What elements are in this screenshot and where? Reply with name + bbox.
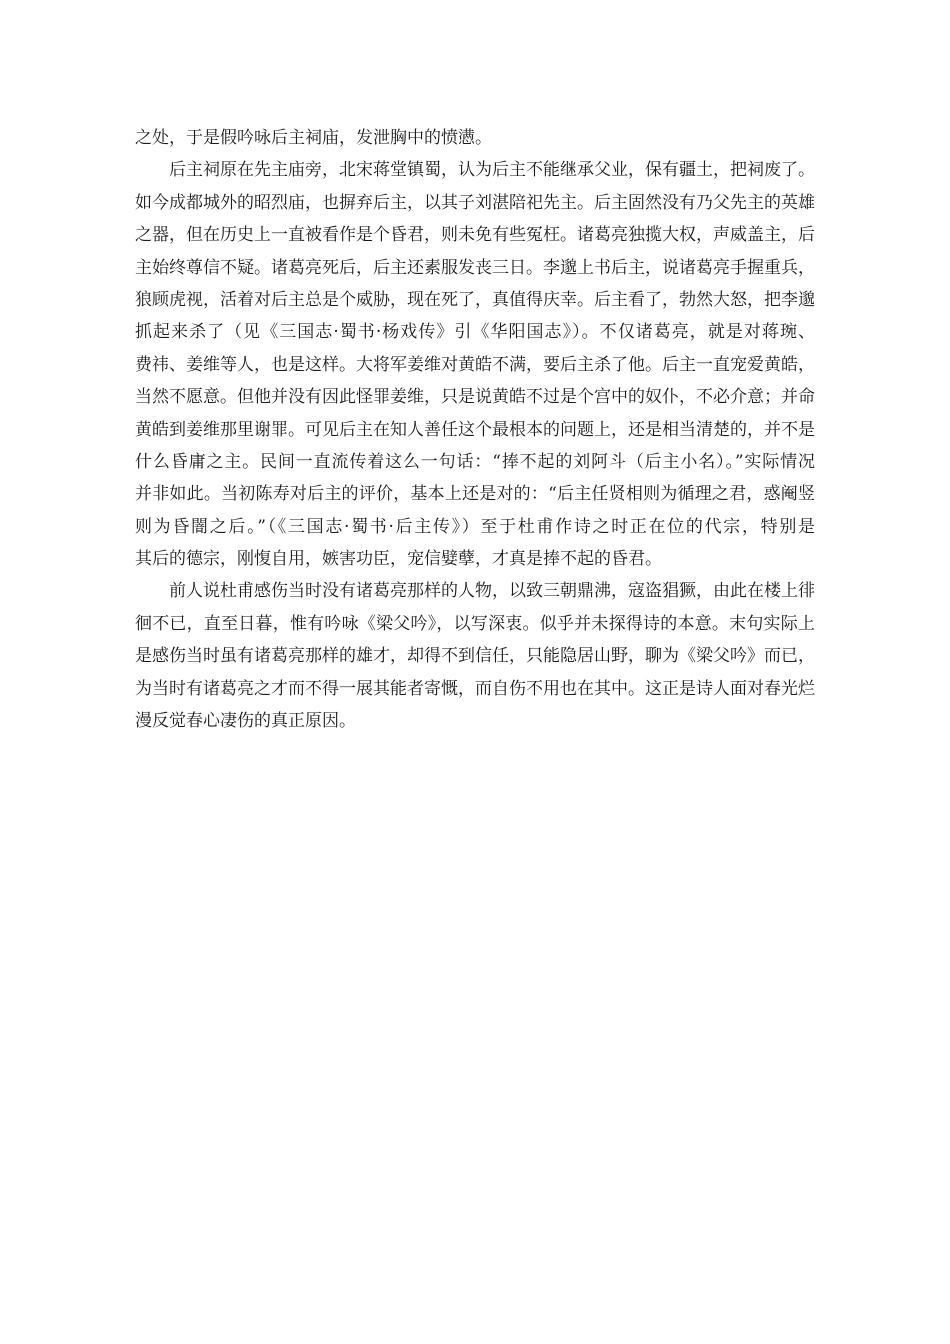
document-body xyxy=(135,122,815,737)
text-line: 后主祠原在先主庙旁，北宋蒋堂镇蜀，认为后主不能继承父业，保有疆土，把祠废了。 xyxy=(169,160,815,181)
text-line: 狼顾虎视，活着对后主总是个威胁，现在死了，真值得庆幸。后主看了，勃然大怒，把李邈 xyxy=(135,289,815,310)
text-line: 如今成都城外的昭烈庙，也摒弃后主，以其子刘湛陪祀先主。后主固然没有乃父先主的英雄 xyxy=(135,192,815,213)
text-line: 抓起来杀了（见《三国志·蜀书·杨戏传》引《华阳国志》）。不仅诸葛亮，就是对蒋琬、 xyxy=(135,322,815,343)
text-line: 徊不已，直至日暮，惟有吟咏《梁父吟》，以写深衷。似乎并未探得诗的本意。末句实际上 xyxy=(135,613,815,634)
text-line: 之器，但在历史上一直被看作是个昏君，则未免有些冤枉。诸葛亮独揽大权，声威盖主，后 xyxy=(135,225,815,246)
text-line: 之处，于是假吟咏后主祠庙，发泄胸中的愤懑。 xyxy=(135,128,492,148)
text-line: 其后的德宗，刚愎自用，嫉害功臣，宠信嬖孽，才真是捧不起的昏君。 xyxy=(135,549,662,570)
text-line: 当然不愿意。但他并没有因此怪罪姜维，只是说黄皓不过是个宫中的奴仆，不必介意；并命 xyxy=(135,387,815,408)
text-line: 费祎、姜维等人，也是这样。大将军姜维对黄皓不满，要后主杀了他。后主一直宠爱黄皓， xyxy=(135,354,815,375)
paragraph-1 xyxy=(135,122,815,154)
text-line: 前人说杜甫感伤当时没有诸葛亮那样的人物，以致三朝鼎沸，寇盗猖獗，由此在楼上徘 xyxy=(169,581,815,602)
text-line: 为当时有诸葛亮之才而不得一展其能者寄慨，而自伤不用也在其中。这正是诗人面对春光烂 xyxy=(135,678,815,699)
text-line: 什么昏庸之主。民间一直流传着这么一句话：“捧不起的刘阿斗（后主小名）。”实际情况 xyxy=(135,451,815,472)
text-line: 并非如此。当初陈寿对后主的评价，基本上还是对的：“后主任贤相则为循理之君，惑阉竖 xyxy=(135,484,815,505)
text-line: 黄皓到姜维那里谢罪。可见后主在知人善任这个最根本的问题上，还是相当清楚的，并不是 xyxy=(135,419,815,440)
text-line: 则为昏闇之后。”（《三国志·蜀书·后主传》）至于杜甫作诗之时正在位的代宗，特别是 xyxy=(135,516,815,537)
text-line: 漫反觉春心凄伤的真正原因。 xyxy=(135,711,356,732)
paragraph-2 xyxy=(135,154,815,575)
text-line: 是感伤当时虽有诸葛亮那样的雄才，却得不到信任，只能隐居山野，聊为《梁父吟》而已， xyxy=(135,646,815,667)
text-line: 主始终尊信不疑。诸葛亮死后，后主还素服发丧三日。李邈上书后主，说诸葛亮手握重兵， xyxy=(135,257,815,278)
paragraph-3 xyxy=(135,575,815,737)
